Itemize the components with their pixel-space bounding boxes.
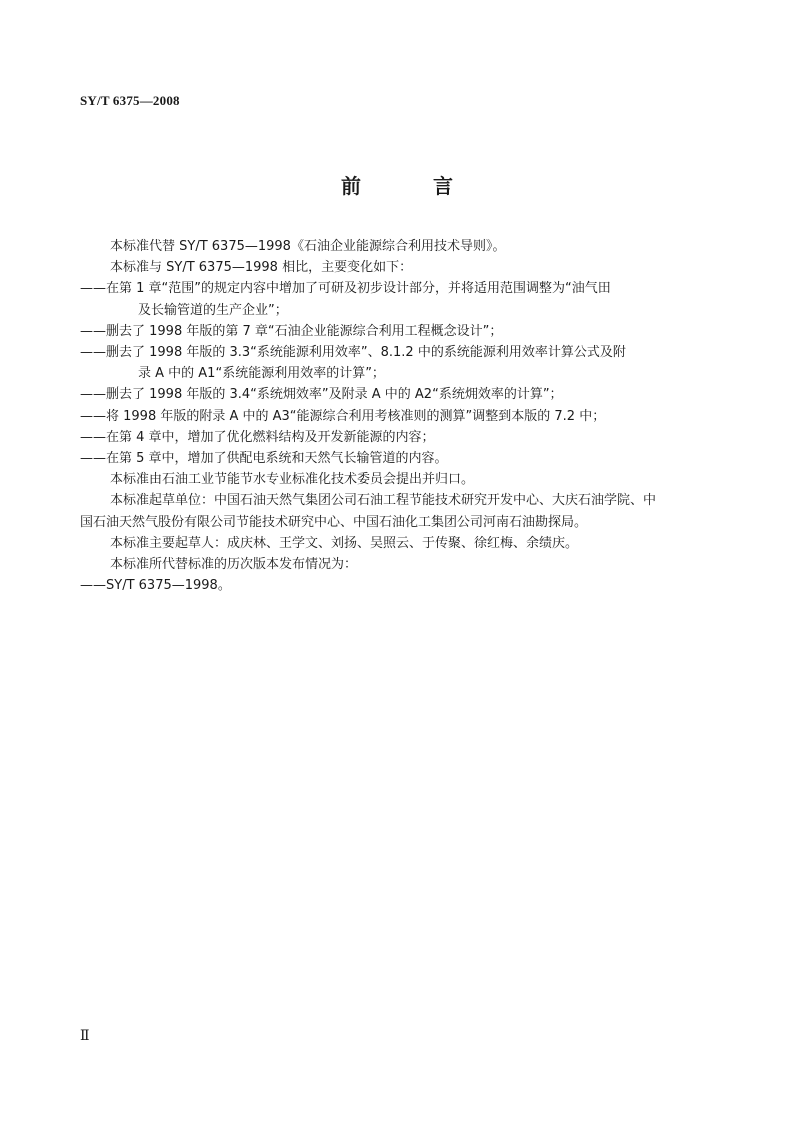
change-item-chapter4: ——在第 4 章中，增加了优化燃料结构及开发新能源的内容； bbox=[80, 429, 435, 445]
paragraph-drafting-units-continued: 国石油天然气股份有限公司节能技术研究中心、中国石油化工集团公司河南石油勘探局。 bbox=[80, 514, 588, 530]
page-title: 前 言 bbox=[341, 174, 479, 198]
change-item-chapter7: ——删去了 1998 年版的第 7 章“石油企业能源综合利用工程概念设计”； bbox=[80, 323, 503, 339]
page-number: Ⅱ bbox=[80, 1029, 90, 1044]
change-item-appendix-a3: ——将 1998 年版的附录 A 中的 A3“能源综合利用考核准则的测算”调整到本版的 7.2 中； bbox=[80, 408, 606, 424]
paragraph-drafters: 本标准主要起草人：成庆林、王学文、刘扬、吴照云、于传聚、徐红梅、余绩庆。 bbox=[110, 535, 579, 551]
paragraph-previous-versions: 本标准所代替标准的历次版本发布情况为： bbox=[110, 557, 358, 573]
paragraph-proposer: 本标准由石油工业节能节水专业标准化技术委员会提出并归口。 bbox=[110, 472, 475, 488]
change-item-chapter5: ——在第 5 章中，增加了供配电系统和天然气长输管道的内容。 bbox=[80, 451, 448, 467]
change-item-scope-continued: 及长输管道的生产企业”； bbox=[138, 302, 288, 318]
paragraph-replaces: 本标准代替 SY/T 6375—1998《石油企业能源综合利用技术导则》。 bbox=[110, 239, 506, 254]
standard-code: SY/T 6375—2008 bbox=[80, 93, 180, 108]
paragraph-drafting-units: 本标准起草单位：中国石油天然气集团公司石油工程节能技术研究开发中心、大庆石油学院、中 bbox=[110, 493, 657, 509]
foreword-body bbox=[80, 236, 710, 596]
paragraph-changes-intro: 本标准与 SY/T 6375—1998 相比，主要变化如下： bbox=[110, 260, 413, 276]
previous-version-item: ——SY/T 6375—1998。 bbox=[80, 578, 231, 594]
change-item-scope: ——在第 1 章“范围”的规定内容中增加了可研及初步设计部分，并将适用范围调整为“油气田 bbox=[80, 281, 611, 297]
change-item-efficiency: ——删去了 1998 年版的 3.3“系统能源利用效率”、8.1.2 中的系统能源利用效率计算公式及附 bbox=[80, 345, 626, 361]
change-item-efficiency-continued: 录 A 中的 A1“系统能源利用效率的计算”； bbox=[138, 366, 385, 382]
change-item-exergy: ——删去了 1998 年版的 3.4“系统㶲效率”及附录 A 中的 A2“系统㶲效率的计算”； bbox=[80, 387, 563, 403]
